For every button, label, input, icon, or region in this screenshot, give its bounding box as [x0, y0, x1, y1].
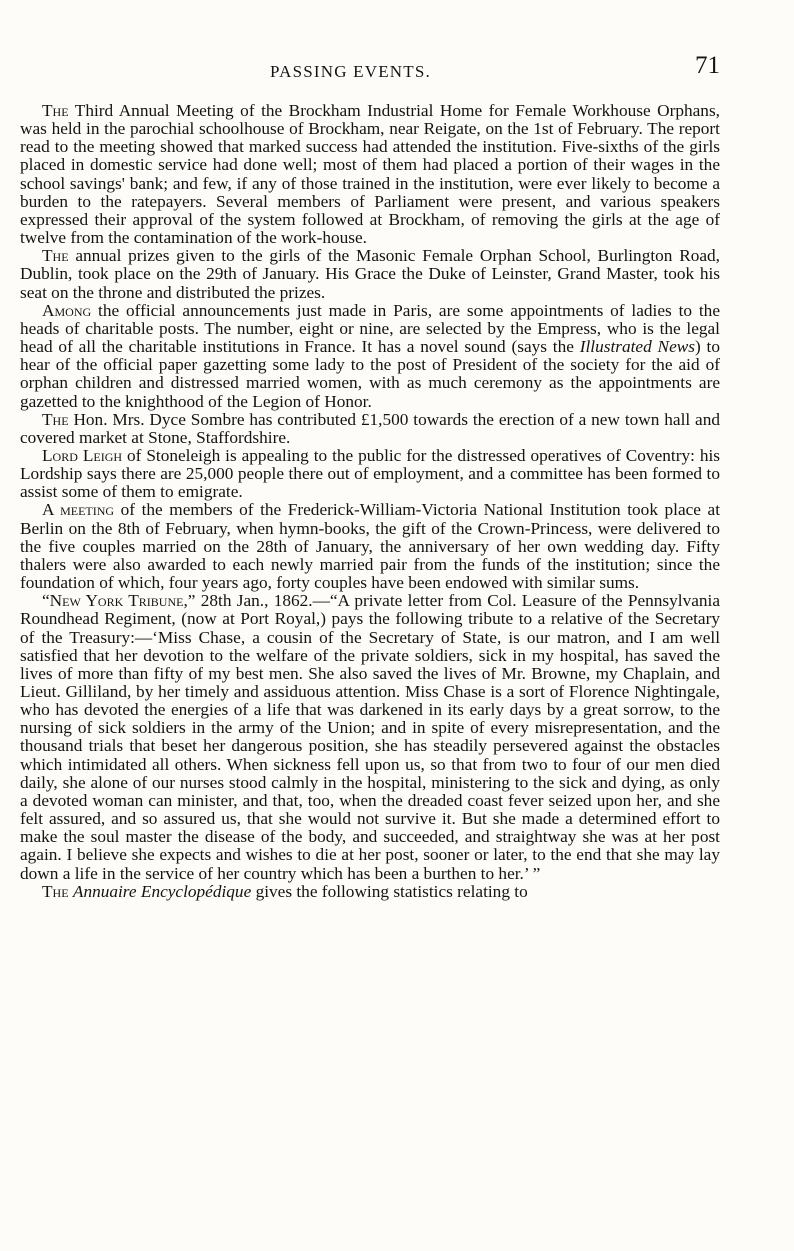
paragraph-leigh [20, 447, 720, 501]
paragraph-text: Third Annual Meeting of the Brockham Industrial Home for Female Workhouse Orphans, was held in the parochial schoolhouse of Brockham, near Reigate, on the 1st of February. The report read to the meeting showed that marked success had attended the institution. Five-sixths of the girls placed in domestic service had done well; most of them had placed a portion of their wages in the school savings' bank; and few, if any of those trained in the institution, were ever likely to become a burden to the ratepayers. Several members of Parliament were present, and various speakers expressed their approval of the system followed at Brockham, of removing the girls at the age of twelve from the contamination of the work-house. [20, 101, 720, 248]
paragraph-annuaire [20, 883, 720, 901]
paragraph-tribune [20, 592, 720, 883]
publication-title: Illustrated News [579, 337, 695, 357]
paragraph-text: annual prizes given to the girls of the Masonic Female Orphan School, Burlington Road, Dublin, took place on the 29th of January. His Grace the Duke of Leinster, Grand Master, took his seat on the throne and distributed the prizes. [20, 246, 720, 302]
lead-word: A meeting [42, 500, 115, 520]
page-number: 71 [695, 52, 720, 79]
paragraph-text: of Stoneleigh is appealing to the public for the distressed operatives of Coventry: his Lordship says there are 25,000 people there out of employment, and a committee has been formed to assist some of them to emigrate. [20, 445, 720, 502]
article-body [20, 102, 720, 901]
paragraph-text: the official announcements just made in Paris, are some appointments of ladies to the heads of charitable posts. The number, eight or nine, are selected by the Empress, who is the legal head of all the charitable institutions in France. It has a novel sound (says the [20, 300, 720, 357]
paragraph-text: Hon. Mrs. Dyce Sombre has contributed £1,500 towards the erection of a new town hall and covered market at Stone, Staffordshire. [20, 409, 720, 447]
paragraph-text: of the members of the Frederick-William-Victoria National Institution took place at Berlin on the 8th of February, when hymn-books, the gift of the Crown-Princess, were delivered to the five couples married on the 28th of January, the anniversary of her own wedding day. Fifty thalers were also awarded to each newly married pair from the funds of the institution; since the foundation of which, four years ago, forty couples have been endowed with similar sums. [20, 500, 720, 593]
paragraph-text: gives the following statistics relating to [255, 881, 528, 901]
lead-word: New York Tribune, [49, 591, 188, 611]
lead-word: The [42, 101, 69, 120]
paragraph-paris [20, 302, 720, 411]
publication-title: Annuaire Encyclopédique [72, 881, 252, 901]
open-quote: “ [42, 591, 50, 611]
page-header [20, 52, 720, 92]
paragraph-brockham [20, 102, 720, 247]
lead-word: The [42, 246, 69, 266]
paragraph-sombre [20, 411, 720, 447]
paragraph-masonic [20, 247, 720, 301]
paragraph-text: ) to hear of the official paper gazetting some lady to the post of President of the society for the aid of orphan children and distressed married women, with as much ceremony as the appointments are gazetted to the knighthood of the Legion of Honor. [20, 337, 720, 411]
lead-word: The [42, 409, 69, 429]
lead-word: Lord Leigh [42, 445, 123, 465]
lead-word: Among [42, 300, 92, 320]
paragraph-text: ” 28th Jan., 1862.—“A private letter from Col. Leasure of the Pennsylvania Roundhead Regiment, (now at Port Royal,) pays the following tribute to a relative of the Secretary of the Treasury:—‘Miss Chase, a cousin of the Secretary of State, is our matron, and I am well satisfied that her devotion to the welfare of the private soldiers, sick in my hospital, has saved the lives of more than fifty of my best men. She also saved the lives of Mr. Browne, my Chaplain, and Lieut. Gilliland, by her timely and assiduous attention. Miss Chase is a sort of Florence Nightingale, who has devoted the energies of a life that was darkened in its early days by a great sorrow, to the nursing of sick soldiers in the army of the Union; and in spite of every misrepresentation, and the thousand trials that beset her dangerous position, she has steadily persevered against the obstacles which intimidated all others. When sickness fell upon us, so that from two to four of our men died daily, she alone of our nurses stood calmly in the hospital, ministering to the sick and dying, as only a devoted woman can minister, and that, too, when the dreaded coast fever seized upon her, and she felt assured, and so assured us, that she would not survive it. But she made a determined effort to make the soul master the disease of the body, and succeeded, and straightway she was at her post again. I believe she expects and wishes to die at her post, sooner or later, to the end that she may lay down a life in the service of her country which has been a burthen to her.’ ” [20, 591, 720, 883]
lead-word: The [42, 881, 69, 901]
running-title: PASSING EVENTS. [270, 62, 431, 81]
paragraph-berlin [20, 501, 720, 592]
